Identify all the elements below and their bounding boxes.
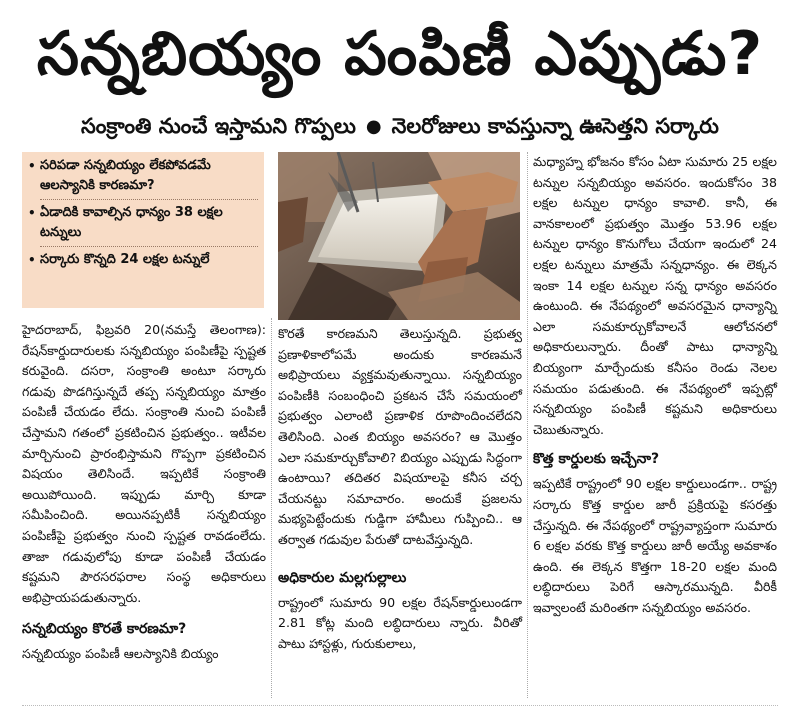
subheadline	[10, 110, 790, 142]
highlights-box	[22, 152, 264, 308]
paragraph: కొరతే కారణమని తెలుస్తున్నది. ప్రభుత్వ ప్రణాళికాలోపమే అందుకు కారణమనే అభిప్రాయలు వ్యక్తమవుతున్నాయి. సన్నబియ్యం పంపిణీకి సంబంధించి ప్రకటన చేసే సమయంలో ప్రభుత్వం ఎలాంటి ప్రణాళిక రూపొందించలేదని తెలిసింది. ఎంత బియ్యం అవసరం? ఆ మొత్తం ఎలా సమకూర్చుకోవాలి? బియ్యం ఎప్పుడు సిద్ధంగా ఉంటాయి? తదితర విషయాలపై కనీస చర్చ చేయనట్టు సమాచారం. అందుకే ప్రజలను మభ్యపెట్టేందుకు గుడ్డిగా హామీలు గుప్పించి.. ఆ తర్వాత గడువుల పేరుతో దాటవేస్తున్నది.	[278, 326, 522, 547]
column-divider	[271, 318, 272, 698]
bullet-icon: •	[28, 206, 36, 220]
subhead-separator-dot: ●	[365, 116, 382, 137]
column-3	[533, 152, 777, 618]
paragraph: ఇప్పటికే రాష్ట్రంలో 90 లక్షల కార్డులుండగా.. రాష్ట్ర సర్కారు కొత్త కార్డుల జారీ ప్రక్రియపై కసరత్తు చేస్తున్నది. ఈ నేపథ్యంలో రాష్ట్రవ్యాప్తంగా సుమారు 6 లక్షల వరకు కొత్త కార్డులు జారీ అయ్యే అవకాశం ఉంది. ఈ లెక్కన కొత్తగా 18-20 లక్షల మంది లబ్ధిదారులు పెరిగే ఆస్కారమున్నది. వీరికీ ఇవ్వాలంటే మరింతగా సన్నబియ్యం అవసరం.	[533, 476, 777, 615]
paragraph: రాష్ట్రంలో సుమారు 90 లక్షల రేషన్‌కార్డులుండగా 2.81 కోట్ల మంది లబ్ధిదారులు న్నారు. వీరితో పాటు హాస్టళ్లు, గురుకులాలు,	[278, 594, 522, 651]
highlight-text: ఏడాదికి కావాల్సిన ధాన్యం 38 లక్షల టన్నులు	[40, 205, 223, 240]
highlight-text: సరిపడా సన్నబియ్యం లేకపోవడమే ఆలస్యానికి కారణమా?	[40, 158, 211, 193]
highlight-item	[28, 250, 258, 270]
rice-grain-scale-photo	[278, 152, 520, 320]
section-heading: కొత్త కార్డులకు ఇచ్చేనా?	[533, 451, 660, 468]
paragraph: మధ్యాహ్న భోజనం కోసం ఏటా సుమారు 25 లక్షల టన్నుల సన్నబియ్యం అవసరం. ఇందుకోసం 38 లక్షల టన్నుల ధాన్యం కావాలి. కానీ, ఈ వానకాలంలో ప్రభుత్వం మొత్తం 53.96 లక్షల టన్నుల ధాన్యం కొనుగోలు చేయగా ఇందులో 24 లక్షల టన్నులు మాత్రమే సన్నధాన్యం. ఈ లెక్కన ఇంకా 14 లక్షల టన్నుల సన్న ధాన్యం అవసరం ఉంటుంది. ఈ నేపథ్యంలో అవసరమైన ధాన్యాన్ని ఎలా సమకూర్చుకోవాలనే ఆలోచనలో అధికారులున్నారు. దీంతో పాటు ధాన్యాన్ని బియ్యంగా మార్చేందుకు కనీసం రెండు నెలల సమయం పడుతుంది. ఈ నేపథ్యంలో ఇప్పట్లో సన్నబియ్యం పంపిణీ కష్టమని అధికారులు చెబుతున్నారు.	[533, 154, 777, 437]
paragraph: సన్నబియ్యం పంపిణీ ఆలస్యానికి బియ్యం	[22, 646, 219, 662]
highlight-item	[28, 203, 258, 243]
highlight-item	[28, 156, 258, 196]
highlight-divider	[40, 199, 258, 200]
column-1	[22, 320, 266, 665]
column-2	[278, 324, 522, 654]
highlight-text: సర్కారు కొన్నది 24 లక్షల టన్నులే	[40, 252, 210, 267]
subhead-left: సంక్రాంతి నుంచే ఇస్తామని గొప్పలు	[81, 114, 356, 138]
section-heading: సన్నబియ్యం కొరతే కారణమా?	[22, 621, 187, 638]
subhead-right: నెలరోజులు కావస్తున్నా ఊసెత్తని సర్కారు	[391, 114, 719, 138]
paragraph: హైదరాబాద్, ఫిబ్రవరి 20(నమస్తే తెలంగాణ): రేషన్‌కార్డుదారులకు సన్నబియ్యం పంపిణీపై స్పష్టత కరువైంది. దసరా, సంక్రాంతి అంటూ సర్కారు గడువు పొడగిస్తున్నదే తప్ప సన్నబియ్యం మాత్రం పంపిణీ చేయడం లేదు. సంక్రాంతి నుంచి పంపిణీ చేస్తామని గతంలో ప్రకటించిన ప్రభుత్వం.. ఇటీవల మార్చినుంచి ప్రారంభిస్తామని గొప్పగా ప్రకటించిన విషయం తెలిసిందే. ఇప్పటికే సంక్రాంతి అయిపోయింది. ఇప్పుడు మార్చి కూడా సమీపించింది. అయినప్పటికీ సన్నబియ్యం పంపిణీపై ప్రభుత్వం నుంచి స్పష్టత రావడంలేదు. తాజా గడువులోపు కూడా పంపిణీ చేయడం కష్టమని పౌరసరఫరాల సంస్థ అధికారులు అభిప్రాయపడుతున్నారు.	[22, 322, 266, 605]
column-divider	[527, 152, 528, 698]
bottom-rule	[22, 705, 778, 706]
headline: సన్నబియ్యం పంపిణీ ఎప్పుడు?	[36, 19, 764, 89]
highlight-divider	[40, 246, 258, 247]
bullet-icon: •	[28, 159, 36, 173]
section-heading: అధికారుల మల్లగుల్లాలు	[278, 569, 407, 586]
bullet-icon: •	[28, 253, 36, 267]
